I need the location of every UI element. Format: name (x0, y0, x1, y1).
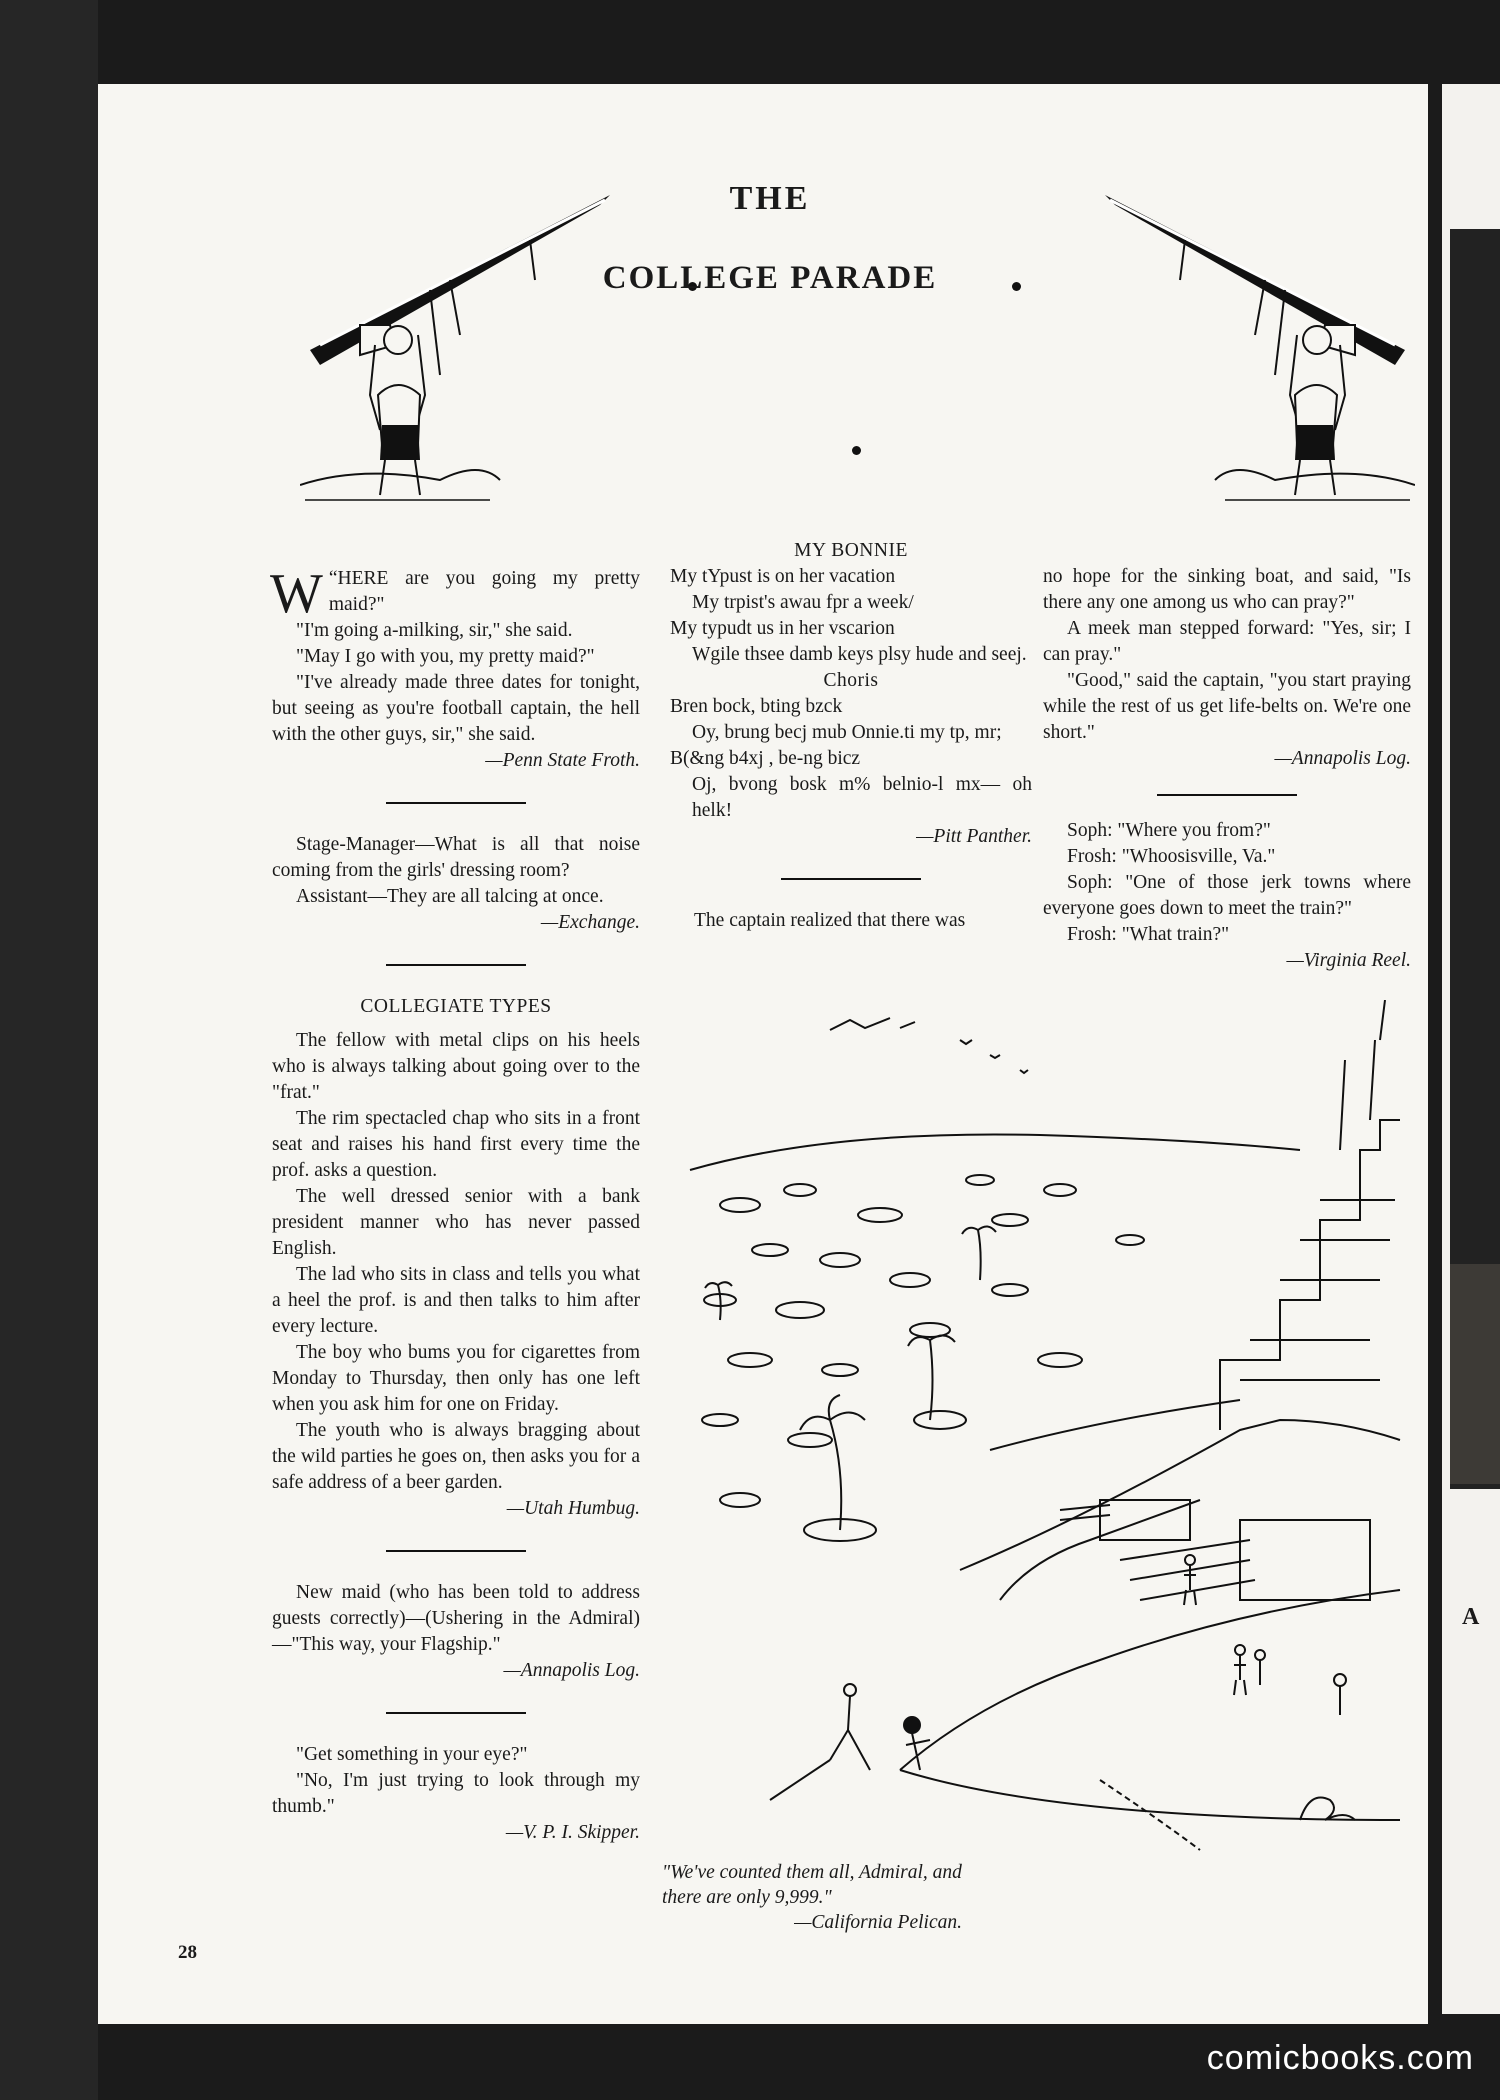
joke-eye-source: —V. P. I. Skipper. (505, 1822, 640, 1843)
page-number: 28 (178, 1942, 197, 1963)
chorus-line: B(&ng b4xj , be-ng bicz (670, 748, 861, 769)
header-bullet-bottom (852, 446, 861, 455)
divider (386, 1550, 526, 1552)
collegiate-types-heading: COLLEGIATE TYPES (360, 996, 552, 1017)
divider (386, 1712, 526, 1714)
type-item: The rim spectacled chap who sits in a front seat and raises his hand first every time the prof. asks a question. (272, 1108, 640, 1181)
joke-maid-p4: "I've already made three dates for tonight, but seeing as you're football captain, the hell with the other guys, sir," she said. (272, 672, 640, 745)
divider (1157, 794, 1297, 796)
my-bonnie-heading: MY BONNIE (794, 540, 908, 561)
scan-border (0, 0, 98, 2100)
type-item: The youth who is always bragging about the wild parties he goes on, then asks you for a safe address of a beer garden. (272, 1420, 640, 1493)
joke-eye-p1: "Get something in your eye?" (296, 1744, 528, 1765)
captain-joke-p3: "Good," said the captain, "you start praying while the rest of us get life-belts on. We're one short." (1043, 670, 1411, 743)
poem-line: My trpist's awau fpr a week/ (692, 592, 914, 613)
dialog-source: —Virginia Reel. (1286, 950, 1411, 971)
collegiate-types-source: —Utah Humbug. (506, 1498, 640, 1519)
page-header (560, 180, 980, 297)
middle-column (670, 538, 1032, 934)
chorus-line: Oy, brung becj mub Onnie.ti my tp, mr; (692, 722, 1002, 743)
my-bonnie-source: —Pitt Panther. (916, 826, 1032, 847)
poem-line: My typudt us in her vscarion (670, 618, 895, 639)
joke-maid-p2: "I'm going a-milking, sir," she said. (296, 620, 573, 641)
dialog-line: Frosh: "What train?" (1067, 924, 1230, 945)
cartoon-caption-text: "We've counted them all, Admiral, and there are only 9,999." (662, 1862, 962, 1908)
joke-flagship-source: —Annapolis Log. (503, 1660, 640, 1681)
header-the: THE (729, 180, 811, 217)
type-item: The well dressed senior with a bank president manner who has never passed English. (272, 1186, 640, 1259)
joke-stage-p1: Stage-Manager—What is all that noise coming from the girls' dressing room? (272, 834, 640, 881)
joke-flagship: New maid (who has been told to address guests correctly)—(Ushering in the Admiral)—"This way, your Flagship." (272, 1582, 640, 1655)
joke-eye-p2: "No, I'm just trying to look through my thumb." (272, 1770, 640, 1817)
cartoon-battleship-illustration (680, 1000, 1410, 1860)
header-bullet-right (1012, 282, 1021, 291)
type-item: The boy who bums you for cigarettes from Monday to Thursday, then only has one left when you ask him for one on Friday. (272, 1342, 640, 1415)
chorus-line: Bren bock, bting bzck (670, 696, 843, 717)
chorus-heading: Choris (823, 670, 879, 691)
page-title: COLLEGE PARADE (602, 260, 938, 296)
rower-illustration-right (1095, 195, 1415, 525)
open-quote: “ (328, 568, 338, 589)
joke-stage-p2: Assistant—They are all talcing at once. (296, 886, 604, 907)
joke-stage-source: —Exchange. (540, 912, 640, 933)
joke-maid (270, 563, 640, 625)
dialog-line: Soph: "One of those jerk towns where everyone goes down to meet the train?" (1043, 872, 1411, 919)
right-column (1043, 564, 1411, 974)
left-column (270, 563, 640, 1846)
joke-maid-p3: "May I go with you, my pretty maid?" (296, 646, 595, 667)
poem-line: My tYpust is on her vacation (670, 566, 896, 587)
adjacent-page-letter: A (1462, 1604, 1480, 1630)
divider (781, 878, 921, 880)
chorus-line: Oj, bvong bosk m% belnio-l mx— oh helk! (692, 774, 1032, 821)
captain-joke-source: —Annapolis Log. (1274, 748, 1411, 769)
captain-joke-start: The captain realized that there was (694, 910, 966, 931)
captain-joke-p2: A meek man stepped forward: "Yes, sir; I can pray." (1043, 618, 1411, 665)
divider (386, 964, 526, 966)
adjacent-page-edge (1442, 84, 1500, 2014)
cartoon-caption-source: —California Pelican. (794, 1912, 962, 1933)
divider (386, 802, 526, 804)
site-watermark: comicbooks.com (1206, 2039, 1474, 2077)
captain-joke-cont: no hope for the sinking boat, and said, "Is there any one among us who can pray?" (1043, 566, 1411, 613)
drop-cap: W (270, 563, 323, 625)
type-item: The fellow with metal clips on his heels who is always talking about going over to the "frat." (272, 1030, 640, 1103)
type-item: The lad who sits in class and tells you what a heel the prof. is and then talks to him after every lecture. (272, 1264, 640, 1337)
poem-line: Wgile thsee damb keys plsy hude and seej. (692, 644, 1027, 665)
dialog-line: Soph: "Where you from?" (1067, 820, 1271, 841)
joke-maid-source: —Penn State Froth. (485, 750, 640, 771)
adjacent-page-photo-lower (1450, 1264, 1500, 1484)
dialog-line: Frosh: "Whoosisville, Va." (1067, 846, 1276, 867)
cartoon-caption (662, 1860, 972, 1935)
joke-maid-line1: HERE are you going my pretty maid?" (328, 568, 640, 615)
